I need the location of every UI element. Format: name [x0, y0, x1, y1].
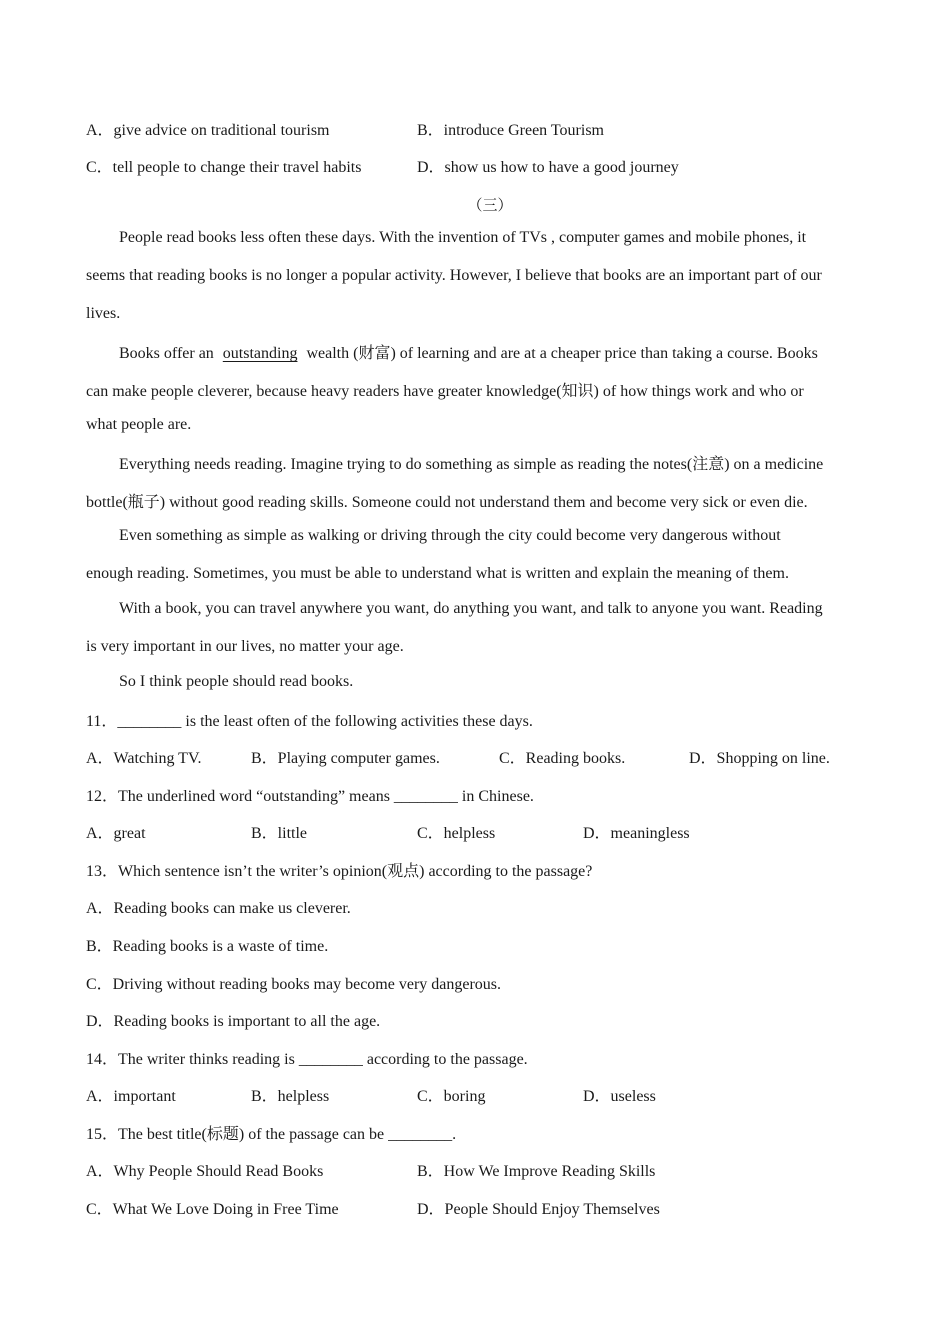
question-stem-11: 11．________ is the least often of the following activities these days. [86, 713, 533, 730]
question-stem-15: 15．The best title(标题) of the passage can be ________. [86, 1126, 457, 1143]
passage-line: lives. [86, 305, 121, 322]
option-11-a: A．Watching TV. [86, 750, 202, 767]
option-11-d: D．Shopping on line. [689, 750, 830, 767]
option-prev-c: C．tell people to change their travel habits [86, 159, 362, 176]
option-14-b: B．helpless [251, 1088, 330, 1105]
question-stem-14: 14．The writer thinks reading is ________ according to the passage. [86, 1051, 528, 1068]
passage-text: wealth (财富) of learning and are at a cheaper price than taking a course. Books [306, 345, 818, 362]
passage-line: People read books less often these days. With the invention of TVs , computer games and mobile phones, it [119, 229, 807, 246]
question-stem-13: 13．Which sentence isn’t the writer’s opinion(观点) according to the passage? [86, 863, 593, 880]
passage-line: So I think people should read books. [119, 673, 354, 690]
option-15-c: C．What We Love Doing in Free Time [86, 1201, 339, 1218]
option-15-b: B．How We Improve Reading Skills [417, 1163, 656, 1180]
passage-text: Books offer an [119, 345, 214, 362]
passage-line: With a book, you can travel anywhere you want, do anything you want, and talk to anyone you want. Reading [119, 600, 823, 617]
option-prev-b: B．introduce Green Tourism [417, 122, 604, 139]
option-13-d: D．Reading books is important to all the age. [86, 1013, 381, 1030]
option-prev-a: A．give advice on traditional tourism [86, 122, 330, 139]
option-15-d: D．People Should Enjoy Themselves [417, 1201, 660, 1218]
option-14-a: A．important [86, 1088, 176, 1105]
passage-line: is very important in our lives, no matter your age. [86, 638, 404, 655]
option-13-b: B．Reading books is a waste of time. [86, 938, 329, 955]
option-12-a: A．great [86, 825, 146, 842]
passage-line: can make people cleverer, because heavy readers have greater knowledge(知识) of how things work and who or [86, 383, 804, 400]
passage-line: bottle(瓶子) without good reading skills. Someone could not understand them and become very sick or even die. [86, 494, 808, 511]
option-12-c: C．helpless [417, 825, 496, 842]
passage-line: what people are. [86, 416, 192, 433]
option-12-b: B．little [251, 825, 308, 842]
option-15-a: A．Why People Should Read Books [86, 1163, 324, 1180]
section-heading: （三） [467, 198, 513, 214]
question-stem-12: 12．The underlined word “outstanding” means ________ in Chinese. [86, 788, 534, 805]
passage-line: Even something as simple as walking or driving through the city could become very dangerous without [119, 527, 781, 544]
option-14-c: C．boring [417, 1088, 486, 1105]
option-12-d: D．meaningless [583, 825, 690, 842]
option-11-b: B．Playing computer games. [251, 750, 440, 767]
option-13-a: A．Reading books can make us cleverer. [86, 900, 351, 917]
passage-line [119, 340, 818, 363]
option-11-c: C．Reading books. [499, 750, 626, 767]
passage-line: Everything needs reading. Imagine trying to do something as simple as reading the notes(注意) on a medicine [119, 456, 824, 473]
underlined-word: outstanding [222, 345, 298, 362]
option-14-d: D．useless [583, 1088, 656, 1105]
option-13-c: C．Driving without reading books may become very dangerous. [86, 976, 502, 993]
passage-line: enough reading. Sometimes, you must be able to understand what is written and explain the meaning of them. [86, 565, 789, 582]
option-prev-d: D．show us how to have a good journey [417, 159, 679, 176]
passage-line: seems that reading books is no longer a popular activity. However, I believe that books are an important part of our [86, 267, 822, 284]
